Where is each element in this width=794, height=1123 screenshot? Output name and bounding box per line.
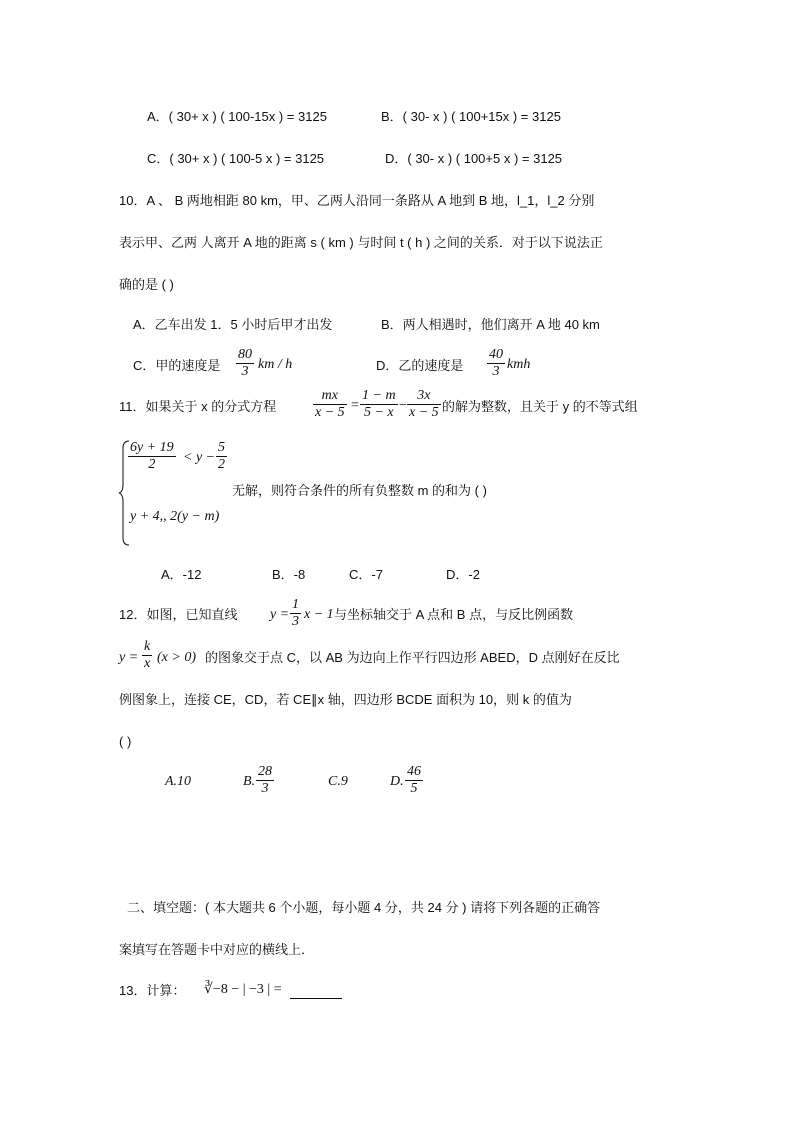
fraction-denominator: 3: [241, 364, 249, 379]
q11-fraction-3: [407, 388, 441, 421]
q12-line-rest: x − 1: [304, 607, 334, 622]
q11-system-middle: < y −: [183, 450, 216, 465]
fraction-denominator: 2: [148, 457, 156, 472]
fraction-numerator: 40: [489, 347, 503, 362]
q11-option-a: A．-12: [161, 567, 202, 582]
q13-expression: ∛−8 − | −3 | =: [204, 982, 282, 997]
q12-option-c: C.9: [328, 774, 348, 789]
q11-prefix: 11．如果关于 x 的分式方程: [119, 399, 277, 414]
q10-option-d-unit: kmh: [507, 357, 531, 372]
q12-option-a: A.10: [165, 774, 192, 789]
q12-line-1-tail: 与坐标轴交于 A 点和 B 点，与反比例函数: [334, 607, 574, 622]
q10-option-c-label: C．甲的速度是: [133, 358, 221, 373]
q12-option-d-label: D.: [390, 774, 404, 789]
q12-option-b-label: B.: [243, 774, 256, 789]
fraction-numerator: 46: [407, 764, 421, 779]
q12-line-fraction: [290, 597, 301, 630]
q11-system-fraction-2: [216, 440, 227, 473]
q9-option-b: B．( 30- x ) ( 100+15x ) = 3125: [381, 109, 561, 124]
q13-answer-blank[interactable]: [290, 986, 342, 999]
q11-equals: =: [351, 398, 359, 413]
q9-option-d: D．( 30- x ) ( 100+5 x ) = 3125: [385, 151, 563, 166]
fraction-numerator: 1 − m: [362, 388, 396, 403]
q11-option-d: D．-2: [446, 567, 480, 582]
fraction-numerator: 5: [218, 440, 225, 455]
q11-tail: 无解，则符合条件的所有负整数 m 的和为 ( ): [232, 483, 487, 498]
q10-line-1: 10．A 、 B 两地相距 80 km，甲、乙两人沿同一条路从 A 地到 B 地，l_1，l_2 分别: [119, 193, 595, 208]
fraction-numerator: 3x: [417, 388, 431, 403]
q12-line-2-tail: 的图象交于点 C，以 AB 为边向上作平行四边形 ABED，D 点刚好在反比: [205, 650, 620, 665]
fraction-denominator: x: [144, 656, 151, 671]
fraction-numerator: mx: [321, 388, 338, 403]
q10-option-d-label: D．乙的速度是: [376, 358, 464, 373]
fraction-numerator: 28: [258, 764, 272, 779]
q11-fraction-2: [360, 388, 398, 421]
q12-prefix: 12．如图，已知直线: [119, 607, 238, 622]
fraction-denominator: x − 5: [315, 405, 345, 420]
q10-line-2: 表示甲、乙两 人离开 A 地的距离 s ( km ) 与时间 t ( h ) 之间的关系．对于以下说法正: [119, 235, 603, 250]
q13-label: 13．计算：: [119, 983, 186, 998]
fraction-numerator: k: [144, 639, 151, 654]
q12-line-y: y =: [270, 607, 290, 622]
q12-hyperbola-fraction: [142, 639, 152, 672]
q11-option-b: B．-8: [272, 567, 306, 582]
q12-line-4: ( ): [119, 734, 132, 749]
q11-minus: −: [399, 398, 407, 413]
q10-option-b: B．两人相遇时，他们离开 A 地 40 km: [381, 317, 600, 332]
q11-system-inequality-2: y + 4,, 2(y − m): [130, 509, 220, 524]
q12-hyperbola-condition: (x > 0): [157, 650, 196, 665]
q12-option-b-fraction: [256, 764, 274, 797]
fraction-denominator: 3: [492, 364, 500, 379]
fraction-denominator: 5 − x: [363, 405, 394, 420]
q12-line-3: 例图象上，连接 CE，CD，若 CE∥x 轴，四边形 BCDE 面积为 10，则 k 的值为: [119, 692, 572, 707]
fraction-denominator: 2: [218, 457, 225, 472]
fraction-numerator: 6y + 19: [130, 440, 174, 455]
q12-option-d-fraction: [405, 764, 423, 797]
fraction-denominator: x − 5: [409, 405, 439, 420]
fraction-denominator: 3: [292, 614, 299, 629]
q11-fraction-1: [313, 388, 347, 421]
q10-option-c-unit: km / h: [258, 357, 293, 372]
q9-option-a: A．( 30+ x ) ( 100-15x ) = 3125: [147, 109, 327, 124]
q10-option-c-fraction: [236, 347, 254, 380]
fraction-numerator: 80: [238, 347, 252, 362]
q11-system-fraction-1: [128, 440, 176, 473]
fraction-denominator: 3: [261, 781, 269, 796]
q11-option-c: C．-7: [349, 567, 383, 582]
section-2-heading-line-1: 二、填空题：( 本大题共 6 个小题，每小题 4 分，共 24 分 ) 请将下列各题的正确答: [127, 900, 601, 915]
q11-suffix: 的解为整数，且关于 y 的不等式组: [442, 399, 638, 414]
q12-hyperbola-y: y =: [119, 650, 139, 665]
section-2-heading-line-2: 案填写在答题卡中对应的横线上．: [119, 942, 315, 957]
q10-option-a: A．乙车出发 1．5 小时后甲才出发: [133, 317, 333, 332]
q9-option-c: C．( 30+ x ) ( 100-5 x ) = 3125: [147, 151, 325, 166]
fraction-numerator: 1: [292, 597, 299, 612]
fraction-denominator: 5: [410, 781, 418, 796]
q10-line-3: 确的是 ( ): [119, 277, 174, 292]
q10-option-d-fraction: [487, 347, 505, 380]
